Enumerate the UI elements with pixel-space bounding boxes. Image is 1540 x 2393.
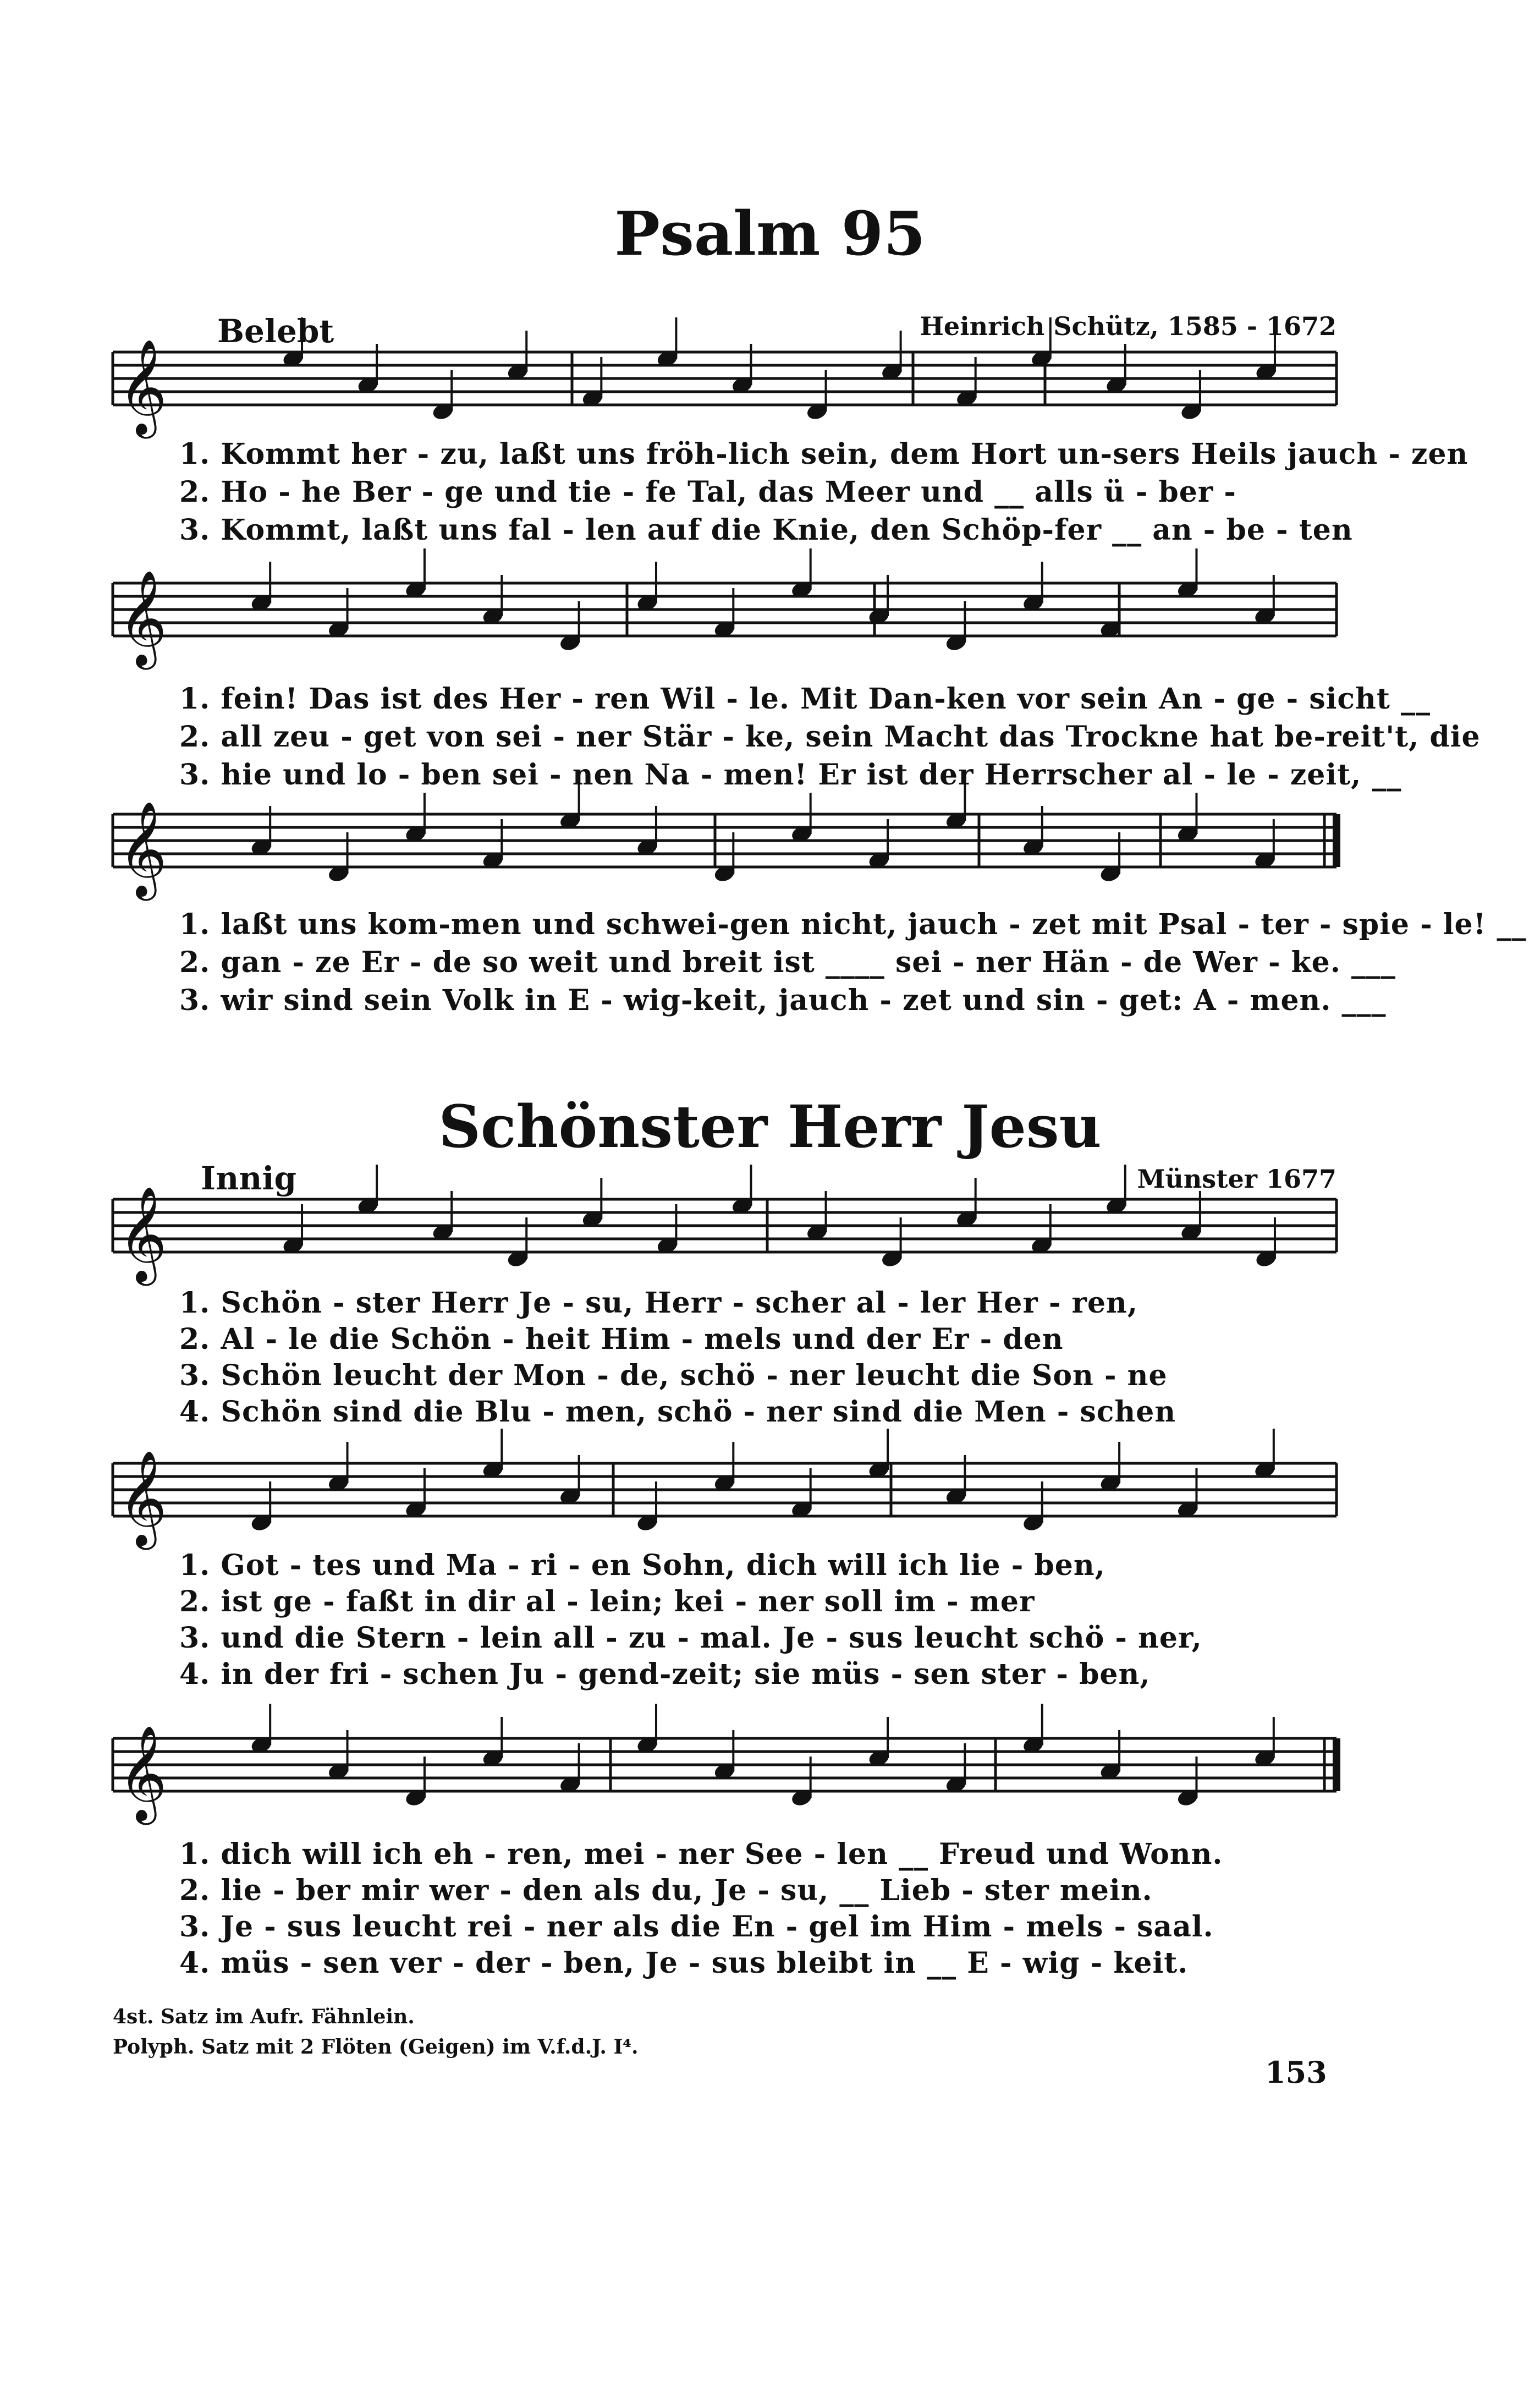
schoenster-verse-1-line-3: 1. dich will ich eh - ren, mei - ner See - len __ Freud und Wonn.: [179, 1837, 1223, 1871]
svg-text:𝄞: 𝄞: [118, 801, 167, 897]
schoenster-verse-4-line-1: 4. Schön sind die Blu - men, schö - ner sind die Men - schen: [179, 1395, 1176, 1429]
psalm95-verse-1-line-1: 1. Kommt her - zu, laßt uns fröh-lich sein, dem Hort un-sers Heils jauch - zen: [179, 437, 1469, 471]
psalm95-verse-2-line-1: 2. Ho - he Ber - ge und tie - fe Tal, das Meer und __ alls ü - ber -: [179, 475, 1236, 509]
footnote-polyphonic: Polyph. Satz mit 2 Flöten (Geigen) im V.f.d.J. I⁴.: [113, 2035, 639, 2059]
schoenster-verse-4-line-2: 4. in der fri - schen Ju - gend-zeit; sie müs - sen ster - ben,: [179, 1657, 1151, 1691]
schoenster-verse-1-line-2: 1. Got - tes und Ma - ri - en Sohn, dich will ich lie - ben,: [179, 1549, 1106, 1582]
svg-text:𝄞: 𝄞: [118, 339, 167, 435]
schoenster-verse-2-line-2: 2. ist ge - faßt in dir al - lein; kei - ner soll im - mer: [179, 1585, 1035, 1618]
schoenster-verse-2-line-3: 2. lie - ber mir wer - den als du, Je - su, __ Lieb - ster mein.: [179, 1874, 1153, 1907]
schoenster-tempo: Innig: [201, 1160, 297, 1197]
psalm95-verse-1-line-3: 1. laßt uns kom-men und schwei-gen nicht, jauch - zet mit Psal - ter - spie - le! __: [179, 908, 1527, 941]
psalm95-tempo: Belebt: [217, 312, 334, 350]
schoenster-composer: Münster 1677: [1137, 1164, 1336, 1194]
psalm95-verse-3-line-3: 3. wir sind sein Volk in E - wig-keit, jauch - zet und sin - get: A - men. ___: [179, 984, 1387, 1017]
page-number: 153: [1265, 2055, 1327, 2090]
psalm95-verse-3-line-2: 3. hie und lo - ben sei - nen Na - men! Er ist der Herrscher al - le - zeit, __: [179, 758, 1402, 792]
psalm95-verse-1-line-2: 1. fein! Das ist des Her - ren Wil - le. Mit Dan-ken vor sein An - ge - sicht __: [179, 682, 1431, 716]
svg-text:𝄞: 𝄞: [118, 1186, 167, 1282]
schoenster-verse-3-line-2: 3. und die Stern - lein all - zu - mal. Je - sus leucht schö - ner,: [179, 1621, 1202, 1655]
svg-text:𝄞: 𝄞: [118, 1725, 167, 1821]
schoenster-verse-3-line-3: 3. Je - sus leucht rei - ner als die En - gel im Him - mels - saal.: [179, 1910, 1214, 1944]
schoenster-verse-4-line-3: 4. müs - sen ver - der - ben, Je - sus bleibt in __ E - wig - keit.: [179, 1946, 1189, 1980]
psalm95-verse-2-line-3: 2. gan - ze Er - de so weit und breit ist ____ sei - ner Hän - de Wer - ke. ___: [179, 946, 1396, 979]
footnote-arrangement: 4st. Satz im Aufr. Fähnlein.: [113, 2005, 415, 2028]
schoenster-verse-1-line-1: 1. Schön - ster Herr Je - su, Herr - scher al - ler Her - ren,: [179, 1286, 1138, 1320]
psalm95-title: Psalm 95: [614, 198, 926, 269]
svg-text:𝄞: 𝄞: [118, 1450, 167, 1546]
psalm95-verse-2-line-2: 2. all zeu - get von sei - ner Stär - ke, sein Macht das Trockne hat be-reit't, die: [179, 720, 1481, 754]
schoenster-verse-2-line-1: 2. Al - le die Schön - heit Him - mels und der Er - den: [179, 1322, 1064, 1356]
schoenster-title: Schönster Herr Jesu: [438, 1092, 1102, 1161]
schoenster-verse-3-line-1: 3. Schön leucht der Mon - de, schö - ner leucht die Son - ne: [179, 1359, 1168, 1392]
psalm95-verse-3-line-1: 3. Kommt, laßt uns fal - len auf die Knie, den Schöp-fer __ an - be - ten: [179, 513, 1353, 547]
psalm95-composer: Heinrich Schütz, 1585 - 1672: [920, 311, 1336, 341]
svg-text:𝄞: 𝄞: [118, 570, 167, 666]
